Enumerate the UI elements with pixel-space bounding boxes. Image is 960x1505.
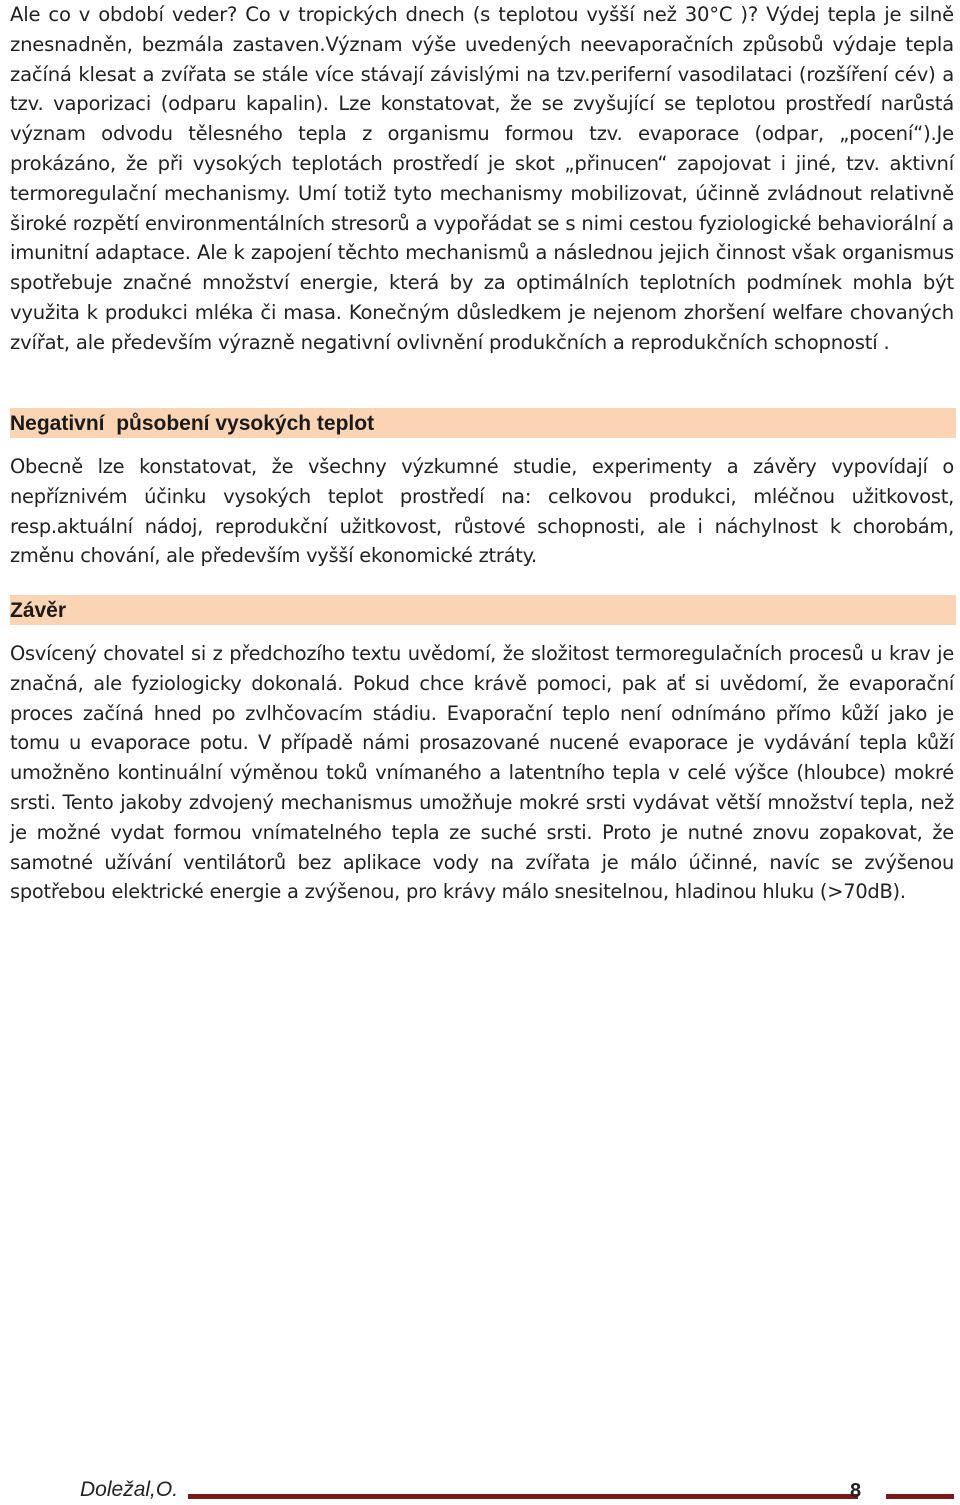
footer-author: Doležal,O. [80,1478,179,1501]
conclusion-paragraph: Osvícený chovatel si z předchozího textu uvědomí, že složitost termoregulačních procesů u krav je značná, ale fyziologicky dokonalá. Pokud chce krávě pomoci, pak ať si uvědomí, že evaporační proces začíná hned po zvlhčovacím stádiu. Evaporační teplo není odnímáno přímo kůží jako je tomu u evaporace potu. V případě námi prosazované nucené evaporace je vydávání tepla kůží umožněno kontinuální výměnou toků vnímaného a latentního tepla v celé výšce (hloubce) mokré srsti. Tento jakoby zdvojený mechanismus umožňuje mokré srsti vydávat větší množství tepla, než je možné vydat formou vnímatelného tepla ze suché srsti. Proto je nutné znovu zopakovat, že samotné užívání ventilátorů bez aplikace vody na zvířata je málo účinné, navíc se zvýšenou spotřebou elektrické energie a zvýšenou, pro krávy málo snesitelnou, hladinou hluku (>70dB). [10,642,954,904]
document-page [10,0,954,904]
page-number: 8 [850,1480,862,1502]
page-footer [10,1474,954,1505]
section-heading-negative-effects: Negativní působení vysokých teplot [10,408,956,438]
intro-paragraph: Ale co v období veder? Co v tropických dnech (s teplotou vyšší než 30°C )? Výdej tepla je silně znesnadněn, bezmála zastaven.Význam výše uvedených neevaporačních způsobů výdaje tepla začíná klesat a zvířata se stále více stávají závislými na tzv.periferní vasodilataci (rozšíření cév) a tzv. vaporizaci (odparu kapalin). Lze konstatovat, že se zvyšující se teplotou prostředí narůstá význam odvodu tělesného tepla z organismu formou tzv. evaporace (odpar, „pocení“).Je prokázáno, že při vysokých teplotách prostředí je skot „přinucen“ zapojovat i jiné, tzv. aktivní termoregulační mechanismy. Umí totiž tyto mechanismy mobilizovat, účinně zvládnout relativně široké rozpětí environmentálních stresorů a vypořádat se s nimi cestou fyziologické behaviorální a imunitní adaptace. Ale k zapojení těchto mechanismů a následnou jejich činnost však organismus spotřebuje značné množství energie, která by za optimálních teplotních podmínek mohla být využita k produkci mléka či masa. Konečným důsledkem je nejenom zhoršení welfare chovaných zvířat, ale především výrazně negativní ovlivnění produkčních a reprodukčních schopností . [10,3,954,354]
negative-effects-paragraph: Obecně lze konstatovat, že všechny výzkumné studie, experimenty a závěry vypovídají o nepříznivém účinku vysokých teplot prostředí na: celkovou produkci, mléčnou užitkovost, resp.aktuální nádoj, reprodukční užitkovost, růstové schopnosti, ale i náchylnost k chorobám, změnu chování, ale především vyšší ekonomické ztráty. [10,455,954,568]
section-heading-conclusion: Závěr [10,595,956,625]
footer-rule [188,1494,858,1499]
footer-rule-end [886,1494,954,1499]
